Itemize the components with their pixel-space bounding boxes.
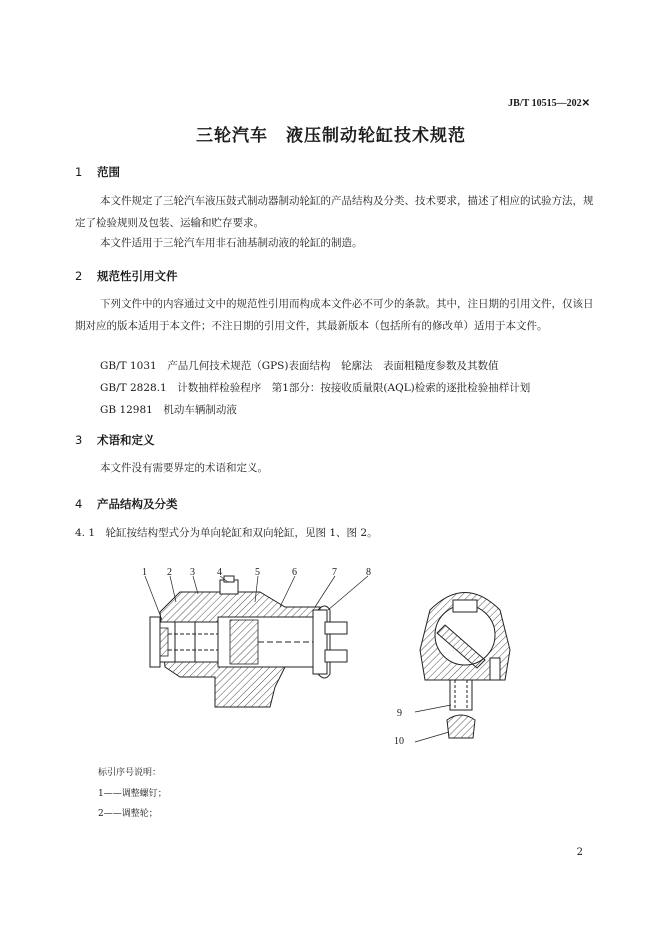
section-title: 产品结构及分类 [97, 497, 178, 511]
section-4-heading [75, 496, 178, 512]
section-title: 术语和定义 [97, 433, 155, 447]
reference-item: GB/T 1031 产品几何技术规范（GPS)表面结构 轮廓法 表面粗糙度参数及其数值 [100, 360, 499, 372]
section-number: 4 [75, 497, 83, 511]
callout-3: 3 [190, 567, 195, 578]
legend-item: 2——调整轮； [98, 809, 158, 819]
scope-paragraph-1: 本文件规定了三轮汽车液压鼓式制动器制动轮缸的产品结构及分类、技术要求，描述了相应的试验方法，规定了检验规则及包装、运输和贮存要求。 [75, 195, 594, 229]
section-3-heading [75, 432, 155, 448]
wheel-cylinder-section-drawing [120, 562, 380, 722]
reference-item: GB 12981 机动车辆制动液 [100, 404, 237, 416]
callout-9: 9 [397, 708, 402, 719]
callout-6: 6 [292, 567, 297, 578]
clause-4-1: 4. 1 轮缸按结构型式分为单向轮缸和双向轮缸，见图 1、图 2。 [75, 527, 378, 539]
references-intro: 下列文件中的内容通过文中的规范性引用而构成本文件必不可少的条款。其中，注日期的引用文件，仅该日期对应的版本适用于本文件；不注日期的引用文件，其最新版本（包括所有的修改单）适用于本文件。 [75, 298, 594, 332]
document-title: 三轮汽车 液压制动轮缸技术规范 [196, 126, 466, 146]
callout-5: 5 [255, 567, 260, 578]
page-number: 2 [576, 847, 583, 858]
reference-item: GB/T 2828.1 计数抽样检验程序 第1部分：按接收质量限(AQL)检索的逐批检验抽样计划 [100, 382, 531, 394]
callout-7: 7 [332, 567, 337, 578]
callout-2: 2 [167, 567, 172, 578]
section-2-heading [75, 268, 178, 284]
scope-paragraph-2: 本文件适用于三轮汽车用非石油基制动液的轮缸的制造。 [100, 237, 363, 249]
wheel-cylinder-end-view-drawing [385, 580, 535, 750]
section-1-heading [75, 164, 120, 180]
section-number: 1 [75, 165, 83, 179]
callout-4: 4 [217, 567, 222, 578]
standard-number: JB/T 10515—202✕ [508, 98, 590, 109]
callout-10: 10 [394, 736, 404, 747]
section-number: 2 [75, 269, 83, 283]
legend-title: 标引序号说明： [98, 768, 162, 778]
section-title: 范围 [97, 165, 120, 179]
callout-8: 8 [366, 567, 371, 578]
callout-1: 1 [142, 567, 147, 578]
section-title: 规范性引用文件 [97, 269, 178, 283]
terms-paragraph: 本文件没有需要界定的术语和定义。 [100, 462, 268, 474]
section-number: 3 [75, 433, 83, 447]
legend-item: 1——调整螺钉； [98, 789, 167, 799]
